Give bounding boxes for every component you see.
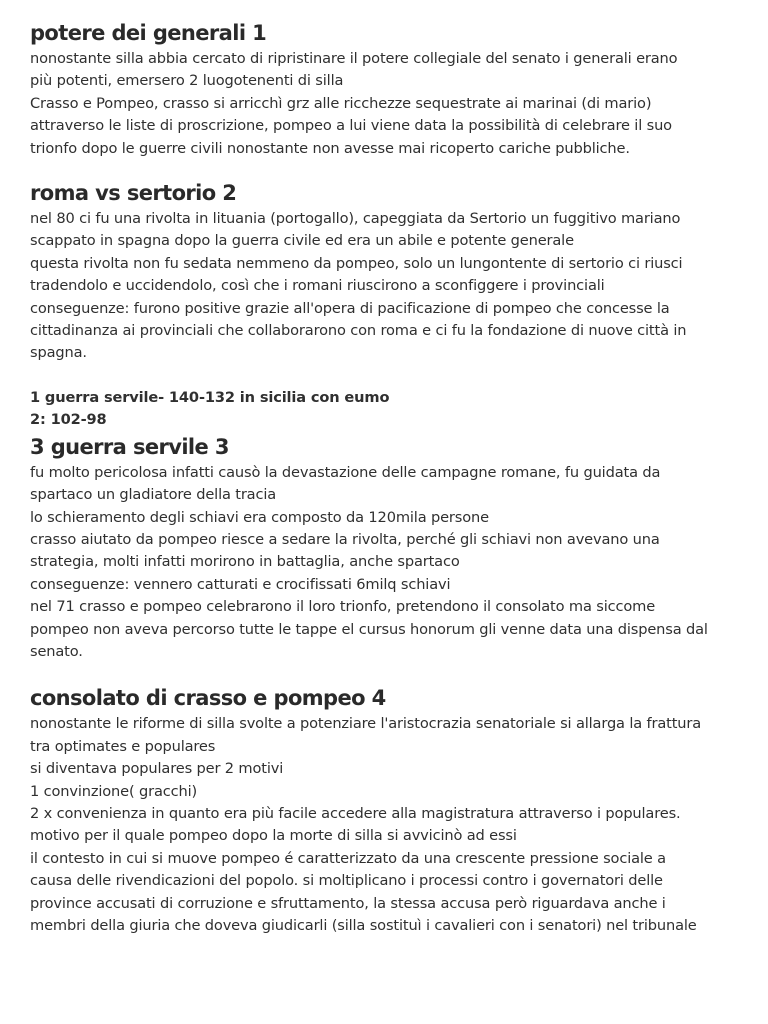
text-line: senato. [30,642,83,660]
text-line: crasso aiutato da pompeo riesce a sedare la rivolta, perché gli schiavi non avevano una [30,530,660,548]
text-line: motivo per il quale pompeo dopo la morte di silla si avvicinò ad essi [30,827,517,845]
text-line: fu molto pericolosa infatti causò la devastazione delle campagne romane, fu guidata da [30,463,661,481]
text-line: spartaco un gladiatore della tracia [30,486,277,504]
note-line: 2: 102-98 [30,411,107,429]
text-line: questa rivolta non fu sedata nemmeno da pompeo, solo un lungontente di sertorio ci riusci [30,254,683,272]
text-line: spagna. [30,344,87,362]
text-line: conseguenze: vennero catturati e crocifissati 6milq schiavi [30,575,451,593]
section-roma-vs-sertorio [30,178,742,365]
text-line: strategia, molti infatti morirono in battaglia, anche spartaco [30,553,460,571]
text-line: tradendolo e uccidendolo, così che i romani riuscirono a sconfiggere i provinciali [30,277,605,295]
text-line: 2 x convenienza in quanto era più facile accedere alla magistratura attraverso i populares. [30,804,681,822]
section-guerre-servili [30,387,742,663]
text-line: 1 convinzione( gracchi) [30,782,198,800]
note-line: 1 guerra servile- 140-132 in sicilia con eumo [30,388,390,406]
text-line: province accusati di corruzione e sfruttamento, la stessa accusa però riguardava anche i [30,894,666,912]
section-potere-dei-generali [30,18,742,160]
note-page [30,18,742,937]
text-line: trionfo dopo le guerre civili nonostante non avesse mai ricoperto cariche pubbliche. [30,139,630,157]
text-line: il contesto in cui si muove pompeo é caratterizzato da una crescente pressione sociale a [30,849,666,867]
text-line: Crasso e Pompeo, crasso si arricchì grz alle ricchezze sequestrate ai marinai (di mario) [30,94,652,112]
section-heading: 3 guerra servile 3 [30,434,229,459]
text-line: nel 71 crasso e pompeo celebrarono il loro trionfo, pretendono il consolato ma siccome [30,598,656,616]
text-line: tra optimates e populares [30,737,216,755]
section-heading: potere dei generali 1 [30,21,267,45]
section-consolato-crasso-pompeo [30,683,742,937]
text-line: conseguenze: furono positive grazie all'opera di pacificazione di pompeo che concesse la [30,299,670,317]
text-line: cittadinanza ai provinciali che collaborarono con roma e ci fu la fondazione di nuove città in [30,322,687,340]
text-line: più potenti, emersero 2 luogotenenti di silla [30,72,344,90]
text-line: nonostante silla abbia cercato di ripristinare il potere collegiale del senato i generali erano [30,50,678,67]
text-line: attraverso le liste di proscrizione, pompeo a lui viene data la possibilità di celebrare il suo [30,117,672,135]
section-heading: roma vs sertorio 2 [30,181,237,206]
text-line: si diventava populares per 2 motivi [30,760,284,778]
text-line: pompeo non aveva percorso tutte le tappe el cursus honorum gli venne data una dispensa dal [30,620,708,638]
text-line: membri della giuria che doveva giudicarli (silla sostituì i cavalieri con i senatori) nel tribunale [30,917,697,934]
text-line: nel 80 ci fu una rivolta in lituania (portogallo), capeggiata da Sertorio un fuggitivo mariano [30,210,681,228]
text-line: nonostante le riforme di silla svolte a potenziare l'aristocrazia senatoriale si allarga la frattura [30,715,702,733]
text-line: lo schieramento degli schiavi era composto da 120mila persone [30,508,489,526]
text-line: causa delle rivendicazioni del popolo. si moltiplicano i processi contro i governatori delle [30,872,663,890]
text-line: scappato in spagna dopo la guerra civile ed era un abile e potente generale [30,232,574,250]
section-heading: consolato di crasso e pompeo 4 [30,686,386,711]
